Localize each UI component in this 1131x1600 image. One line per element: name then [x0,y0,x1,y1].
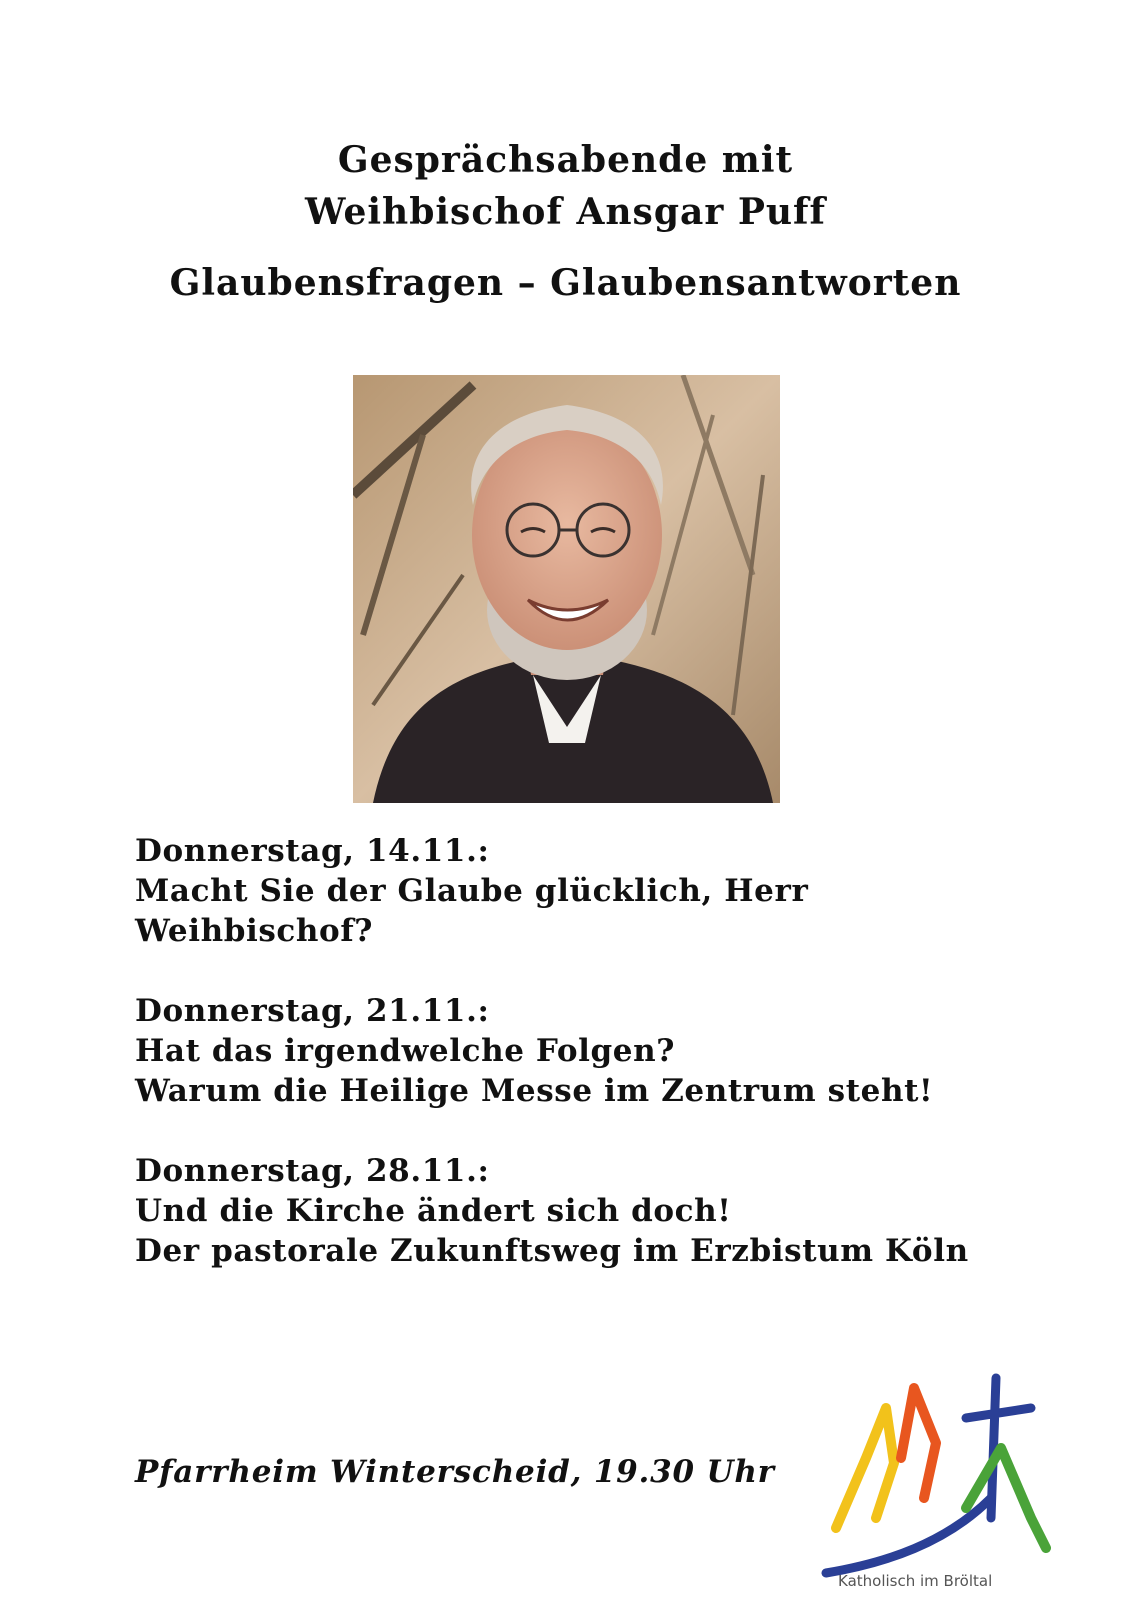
logo-caption: Katholisch im Bröltal [838,1572,993,1590]
event-date: Donnerstag, 28.11.: [135,1153,490,1189]
event-location: Pfarrheim Winterscheid, 19.30 Uhr [135,1454,775,1490]
event-list [135,831,1035,1311]
title-line-1: Gesprächsabende mit [337,139,794,181]
event-date: Donnerstag, 21.11.: [135,993,490,1029]
event-topic-line2: Der pastorale Zukunftsweg im Erzbistum Köln [135,1233,969,1269]
event-item [135,1151,1035,1271]
event-topic-line2: Warum die Heilige Messe im Zentrum steht! [135,1073,934,1109]
logo-green-stroke [966,1448,1046,1548]
portrait-photo [353,375,780,803]
event-topic-line1: Und die Kirche ändert sich doch! [135,1193,732,1229]
logo-yellow-stroke [836,1408,894,1528]
event-topic-line1: Hat das irgendwelche Folgen? [135,1033,676,1069]
event-topic-line1: Macht Sie der Glaube glücklich, Herr [135,873,809,909]
event-item [135,991,1035,1111]
subtitle: Glaubensfragen – Glaubensantworten [169,262,962,304]
event-date: Donnerstag, 14.11.: [135,833,490,869]
title-line-2: Weihbischof Ansgar Puff [304,191,827,233]
event-item [135,831,1035,951]
logo-orange-stroke [901,1388,936,1498]
parish-logo [806,1368,1066,1593]
event-topic-line2: Weihbischof? [135,913,374,949]
